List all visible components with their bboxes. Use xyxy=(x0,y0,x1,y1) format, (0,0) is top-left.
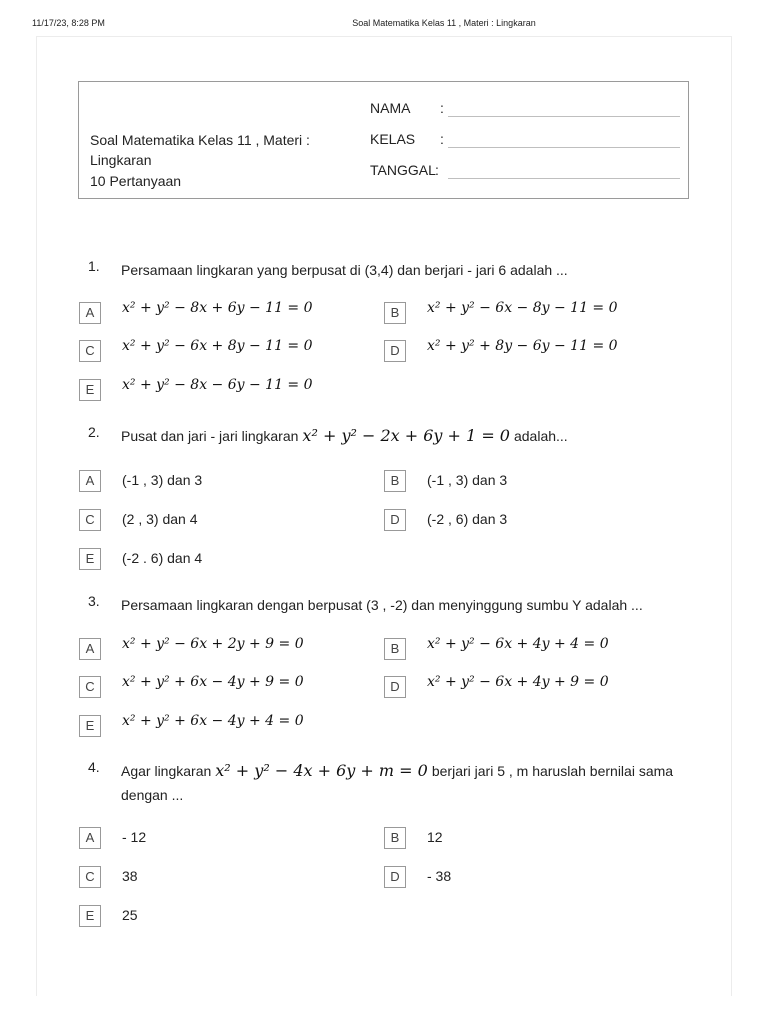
option-text: (2 , 3) dan 4 xyxy=(122,511,198,527)
question-text xyxy=(121,424,681,448)
option-letter[interactable]: E xyxy=(79,548,101,570)
class-field[interactable] xyxy=(370,131,680,153)
name-field[interactable] xyxy=(370,100,680,122)
q1-option-c[interactable] xyxy=(79,340,379,364)
q4-option-b[interactable] xyxy=(384,827,684,851)
worksheet-title xyxy=(90,130,350,170)
option-text: - 12 xyxy=(122,829,147,845)
q2-option-b[interactable] xyxy=(384,470,684,494)
question-number: 3. xyxy=(88,593,100,609)
option-letter[interactable]: A xyxy=(79,302,101,324)
question-number: 2. xyxy=(88,424,100,440)
question-count: 10 Pertanyaan xyxy=(90,173,182,189)
date-field[interactable] xyxy=(370,162,680,184)
option-letter[interactable]: D xyxy=(384,676,406,698)
option-letter[interactable]: E xyxy=(79,379,101,401)
date-line[interactable] xyxy=(448,178,680,179)
option-letter[interactable]: B xyxy=(384,470,406,492)
question-text: Persamaan lingkaran dengan berpusat (3 , -2) dan menyinggung sumbu Y adalah ... xyxy=(121,597,643,613)
print-date: 11/17/23, 8:28 PM xyxy=(32,18,105,28)
option-text: 25 xyxy=(122,907,138,923)
question-text-after: berjari jari 5 , m haruslah bernilai sama dengan ... xyxy=(121,763,674,803)
q4-option-d[interactable] xyxy=(384,866,684,890)
option-letter[interactable]: C xyxy=(79,676,101,698)
option-text: (-2 . 6) dan 4 xyxy=(122,550,203,566)
option-text: 12 xyxy=(427,829,443,845)
option-text: x² + y² + 6x − 4y + 4 = 0 xyxy=(122,713,304,729)
q2-option-d[interactable] xyxy=(384,509,684,533)
class-label: KELAS xyxy=(370,131,416,147)
question-text-after: adalah... xyxy=(513,428,568,444)
name-line[interactable] xyxy=(448,116,680,117)
option-letter[interactable]: A xyxy=(79,638,101,660)
option-text: x² + y² − 8x + 6y − 11 = 0 xyxy=(122,300,313,316)
option-letter[interactable]: B xyxy=(384,827,406,849)
class-colon: : xyxy=(440,131,444,147)
q3-option-b[interactable] xyxy=(384,638,684,662)
date-label: TANGGAL xyxy=(370,162,436,178)
q4-option-e[interactable] xyxy=(79,905,379,929)
option-letter[interactable]: A xyxy=(79,827,101,849)
q1-option-e[interactable] xyxy=(79,379,379,403)
option-text: x² + y² − 6x + 4y + 9 = 0 xyxy=(427,674,609,690)
worksheet-title-line2: Lingkaran xyxy=(90,152,152,168)
q3-option-a[interactable] xyxy=(79,638,379,662)
option-text: x² + y² − 6x + 2y + 9 = 0 xyxy=(122,636,304,652)
q1-option-a[interactable] xyxy=(79,302,379,326)
print-header xyxy=(0,18,768,32)
question-text: Persamaan lingkaran yang berpusat di (3,4) dan berjari - jari 6 adalah ... xyxy=(121,262,568,278)
option-letter[interactable]: C xyxy=(79,866,101,888)
option-text: x² + y² − 6x + 4y + 4 = 0 xyxy=(427,636,609,652)
q2-option-e[interactable] xyxy=(79,548,379,572)
option-text: 38 xyxy=(122,868,138,884)
question-equation: x² + y² − 2x + 6y + 1 = 0 xyxy=(302,426,510,445)
print-title: Soal Matematika Kelas 11 , Materi : Lingkaran xyxy=(352,18,536,28)
q2-option-c[interactable] xyxy=(79,509,379,533)
option-text: (-1 , 3) dan 3 xyxy=(427,472,508,488)
q1-option-d[interactable] xyxy=(384,340,684,364)
date-colon: : xyxy=(435,162,439,178)
option-letter[interactable]: D xyxy=(384,866,406,888)
student-info-box xyxy=(78,81,689,199)
q3-option-c[interactable] xyxy=(79,676,379,700)
option-letter[interactable]: C xyxy=(79,340,101,362)
question-number: 4. xyxy=(88,759,100,775)
name-colon: : xyxy=(440,100,444,116)
q1-option-b[interactable] xyxy=(384,302,684,326)
option-letter[interactable]: E xyxy=(79,715,101,737)
worksheet-title-line1: Soal Matematika Kelas 11 , Materi : xyxy=(90,132,310,148)
q4-option-a[interactable] xyxy=(79,827,379,851)
question-equation: x² + y² − 4x + 6y + m = 0 xyxy=(215,761,428,780)
option-letter[interactable]: A xyxy=(79,470,101,492)
option-letter[interactable]: B xyxy=(384,638,406,660)
option-text: (-2 , 6) dan 3 xyxy=(427,511,508,527)
option-letter[interactable]: C xyxy=(79,509,101,531)
q2-option-a[interactable] xyxy=(79,470,379,494)
option-letter[interactable]: E xyxy=(79,905,101,927)
option-letter[interactable]: B xyxy=(384,302,406,324)
q4-option-c[interactable] xyxy=(79,866,379,890)
question-text-before: Pusat dan jari - jari lingkaran xyxy=(121,428,299,444)
option-text: (-1 , 3) dan 3 xyxy=(122,472,203,488)
question-text xyxy=(121,759,691,807)
question-text-before: Agar lingkaran xyxy=(121,763,212,779)
q3-option-d[interactable] xyxy=(384,676,684,700)
option-text: x² + y² − 8x − 6y − 11 = 0 xyxy=(122,377,313,393)
name-label: NAMA xyxy=(370,100,411,116)
option-text: x² + y² + 6x − 4y + 9 = 0 xyxy=(122,674,304,690)
option-letter[interactable]: D xyxy=(384,509,406,531)
class-line[interactable] xyxy=(448,147,680,148)
option-text: x² + y² − 6x − 8y − 11 = 0 xyxy=(427,300,618,316)
option-text: - 38 xyxy=(427,868,452,884)
q3-option-e[interactable] xyxy=(79,715,379,739)
question-number: 1. xyxy=(88,258,100,274)
option-text: x² + y² + 8y − 6y − 11 = 0 xyxy=(427,338,618,354)
option-letter[interactable]: D xyxy=(384,340,406,362)
option-text: x² + y² − 6x + 8y − 11 = 0 xyxy=(122,338,313,354)
